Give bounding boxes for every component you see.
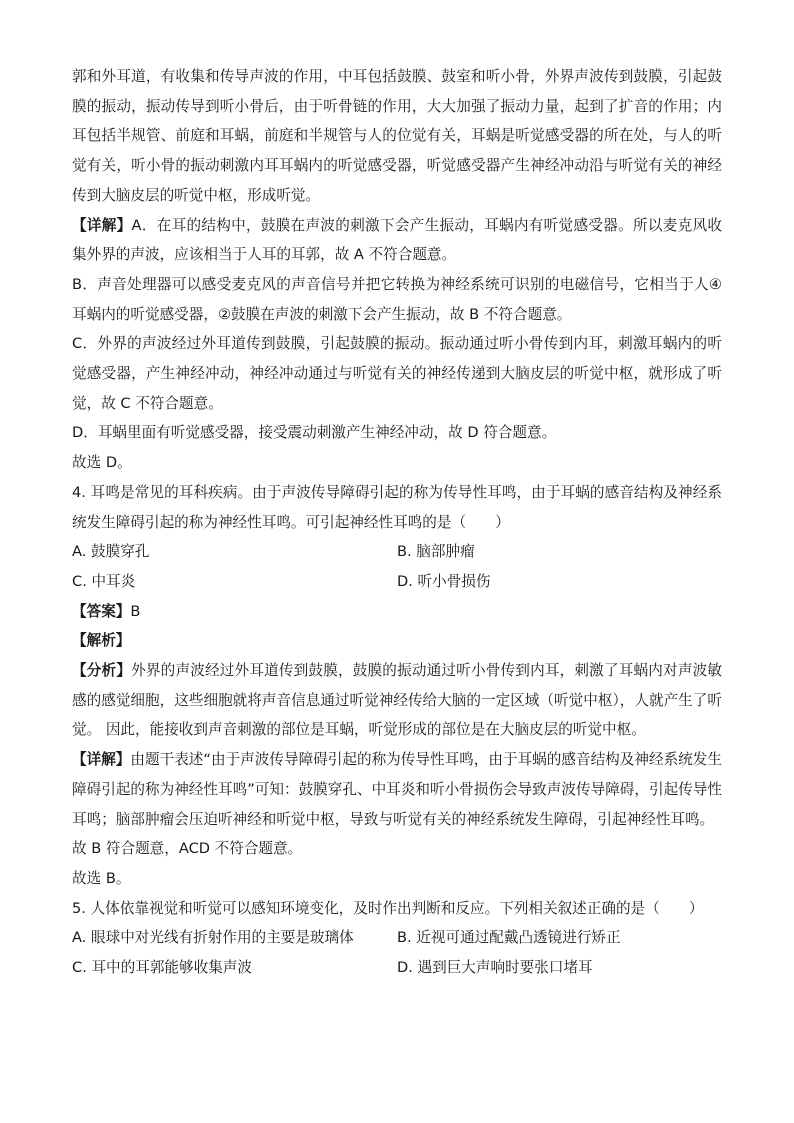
q3-detail-d: D．耳蜗里面有听觉感受器，接受震动刺激产生神经冲动，故 D 符合题意。 (72, 424, 557, 442)
detail-tag: 【详解】 (72, 751, 131, 769)
answer-tag: 【答案】 (72, 602, 131, 620)
q5-option-c: C. 耳中的耳郭能够收集声波 (72, 959, 253, 977)
q4-option-d: D. 听小骨损伤 (397, 572, 491, 590)
q3-detail-b: B．声音处理器可以感受麦克风的声音信号并把它转换为神经系统可识别的电磁信号，它相当于人④耳蜗内的听觉感受器，②鼓膜在声波的刺激下会产生振动，故 B 不符合题意。 (72, 275, 722, 323)
q5-option-a: A. 眼球中对光线有折射作用的主要是玻璃体 (72, 929, 354, 947)
q4-stem: 4. 耳鸣是常见的耳科疾病。由于声波传导障碍引起的称为传导性耳鸣，由于耳蜗的感音结构及神经系统发生障碍引起的称为神经性耳鸣。可引起神经性耳鸣的是（ ） (72, 483, 722, 531)
answer-value: B (130, 602, 141, 620)
q4-option-b: B. 脑部肿瘤 (397, 543, 475, 561)
analysis-sub-tag: 【分析】 (72, 662, 132, 680)
q4-option-c: C. 中耳炎 (72, 572, 136, 590)
q4-conclusion: 故选 B。 (72, 869, 131, 887)
q4-detail: 【详解】由题干表述“由于声波传导障碍引起的称为传导性耳鸣，由于耳蜗的感音结构及神经系统发生障碍引起的称为神经性耳鸣”可知：鼓膜穿孔、中耳炎和听小骨损伤会导致声波传导障碍，引起传导性耳鸣；脑部肿瘤会压迫听神经和听觉中枢，导致与听觉有关的神经系统发生障碍，引起神经性耳鸣。 (72, 751, 722, 828)
q5-option-d: D. 遇到巨大声响时要张口堵耳 (397, 959, 593, 977)
q3-conclusion: 故选 D。 (72, 454, 132, 472)
q3-analysis-continuation: 郭和外耳道，有收集和传导声波的作用，中耳包括鼓膜、鼓室和听小骨，外界声波传到鼓膜，引起鼓膜的振动，振动传导到听小骨后，由于听骨链的作用，大大加强了振动力量，起到了扩音的作用；内耳包括半规管、前庭和耳蜗，前庭和半规管与人的位觉有关，耳蜗是听觉感受器的所在处，与人的听觉有关，听小骨的振动刺激内耳耳蜗内的听觉感受器，听觉感受器产生神经冲动沿与听觉有关的神经传到大脑皮层的听觉中枢，形成听觉。 (72, 68, 722, 204)
q4-option-a: A. 鼓膜穿孔 (72, 543, 150, 561)
q5-option-b: B. 近视可通过配戴凸透镜进行矫正 (397, 929, 621, 947)
q3-detail-a: 【详解】A．在耳的结构中，鼓膜在声波的刺激下会产生振动，耳蜗内有听觉感受器。所以麦克风收集外界的声波，应该相当于人耳的耳郭，故 A 不符合题意。 (72, 216, 722, 264)
q4-answer (72, 597, 722, 627)
q4-options (72, 537, 722, 596)
document-page (72, 62, 722, 983)
detail-tag: 【详解】 (72, 216, 132, 234)
q4-analysis-tag: 【解析】 (72, 632, 131, 650)
q4-detail-2: 故 B 符合题意，ACD 不符合题意。 (72, 840, 303, 858)
q5-stem: 5. 人体依靠视觉和听觉可以感知环境变化，及时作出判断和反应。下列相关叙述正确的是（ ） (72, 899, 704, 917)
q3-detail-c: C．外界的声波经过外耳道传到鼓膜，引起鼓膜的振动。振动通过听小骨传到内耳，刺激耳蜗内的听觉感受器，产生神经冲动，神经冲动通过与听觉有关的神经传递到大脑皮层的听觉中枢，就形成了听觉，故 C 不符合题意。 (72, 335, 722, 412)
q4-analysis: 【分析】外界的声波经过外耳道传到鼓膜，鼓膜的振动通过听小骨传到内耳，刺激了耳蜗内对声波敏感的感觉细胞，这些细胞就将声音信息通过听觉神经传给大脑的一定区域（听觉中枢），人就产生了听觉。 因此，能接收到声音刺激的部位是耳蜗，听觉形成的部位是在大脑皮层的听觉中枢。 (72, 662, 722, 739)
q5-options (72, 923, 722, 982)
